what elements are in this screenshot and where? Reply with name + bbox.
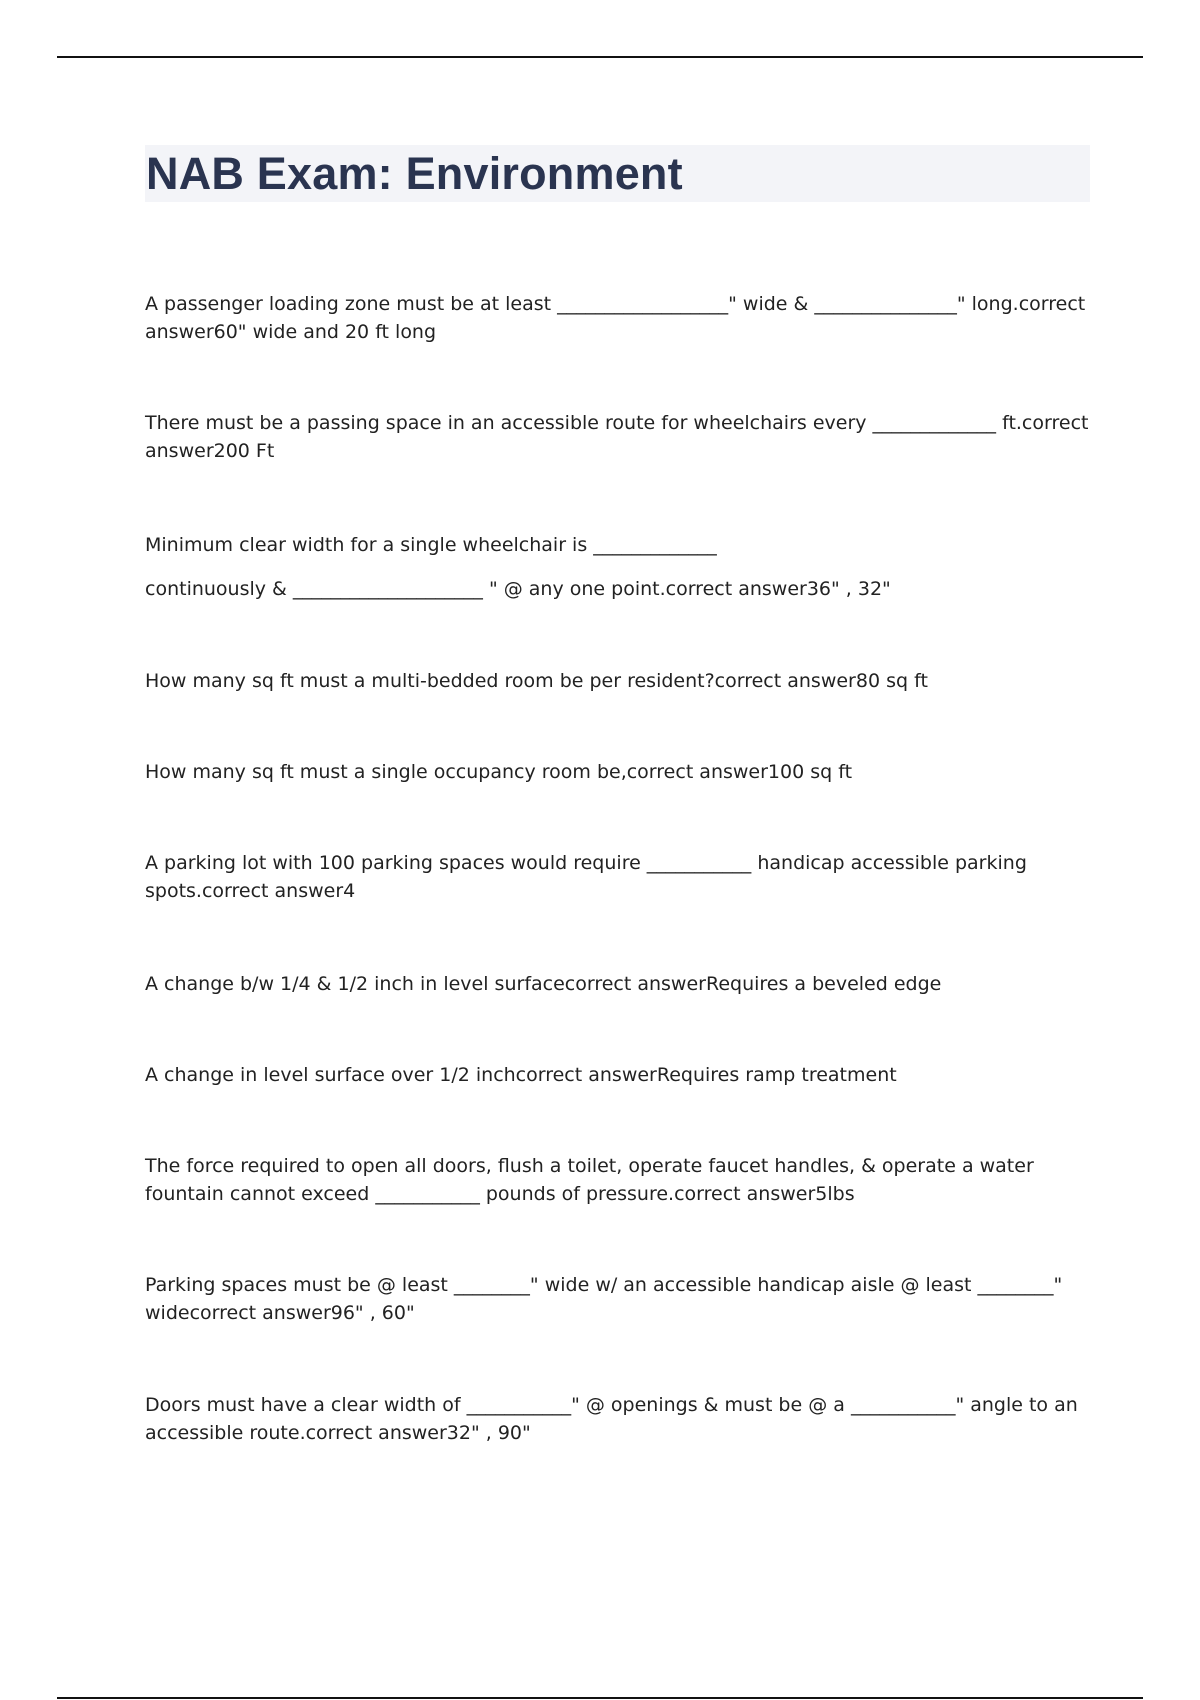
qa-item-3-line-1: Minimum clear width for a single wheelchair is _____________ (145, 534, 717, 556)
qa-item-6 (145, 849, 1090, 905)
qa-item-2 (145, 409, 1090, 465)
qa-item-1 (145, 290, 1090, 346)
qa-item-2-text: There must be a passing space in an accessible route for wheelchairs every _____________ ft.correct answer200 Ft (145, 412, 1089, 462)
qa-item-3 (145, 531, 1090, 603)
qa-item-10 (145, 1271, 1090, 1327)
qa-item-5 (145, 758, 1090, 786)
qa-item-8 (145, 1061, 1090, 1089)
qa-item-9 (145, 1152, 1090, 1208)
qa-item-6-text: A parking lot with 100 parking spaces would require ___________ handicap accessible parking spots.correct answer4 (145, 852, 1027, 902)
qa-item-4 (145, 667, 1090, 695)
qa-item-1-text: A passenger loading zone must be at least __________________" wide & _______________" long.correct answer60" wide and 20 ft long (145, 293, 1086, 343)
page-title: NAB Exam: Environment (146, 148, 683, 199)
qa-item-5-text: How many sq ft must a single occupancy room be,correct answer100 sq ft (145, 761, 853, 783)
qa-item-3-line-2: continuously & ____________________ " @ any one point.correct answer36" , 32" (145, 578, 891, 600)
bottom-rule (57, 1697, 1143, 1699)
top-rule (57, 56, 1143, 58)
qa-item-10-text: Parking spaces must be @ least ________" wide w/ an accessible handicap aisle @ least ________" widecorrect answer96" , 60" (145, 1274, 1063, 1324)
qa-item-8-text: A change in level surface over 1/2 inchcorrect answerRequires ramp treatment (145, 1064, 897, 1086)
qa-item-9-text: The force required to open all doors, flush a toilet, operate faucet handles, & operate a water fountain cannot exceed ___________ pounds of pressure.correct answer5lbs (145, 1155, 1034, 1205)
qa-item-11 (145, 1391, 1090, 1447)
qa-item-4-text: How many sq ft must a multi-bedded room be per resident?correct answer80 sq ft (145, 670, 928, 692)
qa-item-7 (145, 970, 1090, 998)
qa-item-7-text: A change b/w 1/4 & 1/2 inch in level surfacecorrect answerRequires a beveled edge (145, 973, 942, 995)
qa-item-11-text: Doors must have a clear width of ___________" @ openings & must be @ a ___________" angle to an accessible route.correct answer32" , 90" (145, 1394, 1078, 1444)
